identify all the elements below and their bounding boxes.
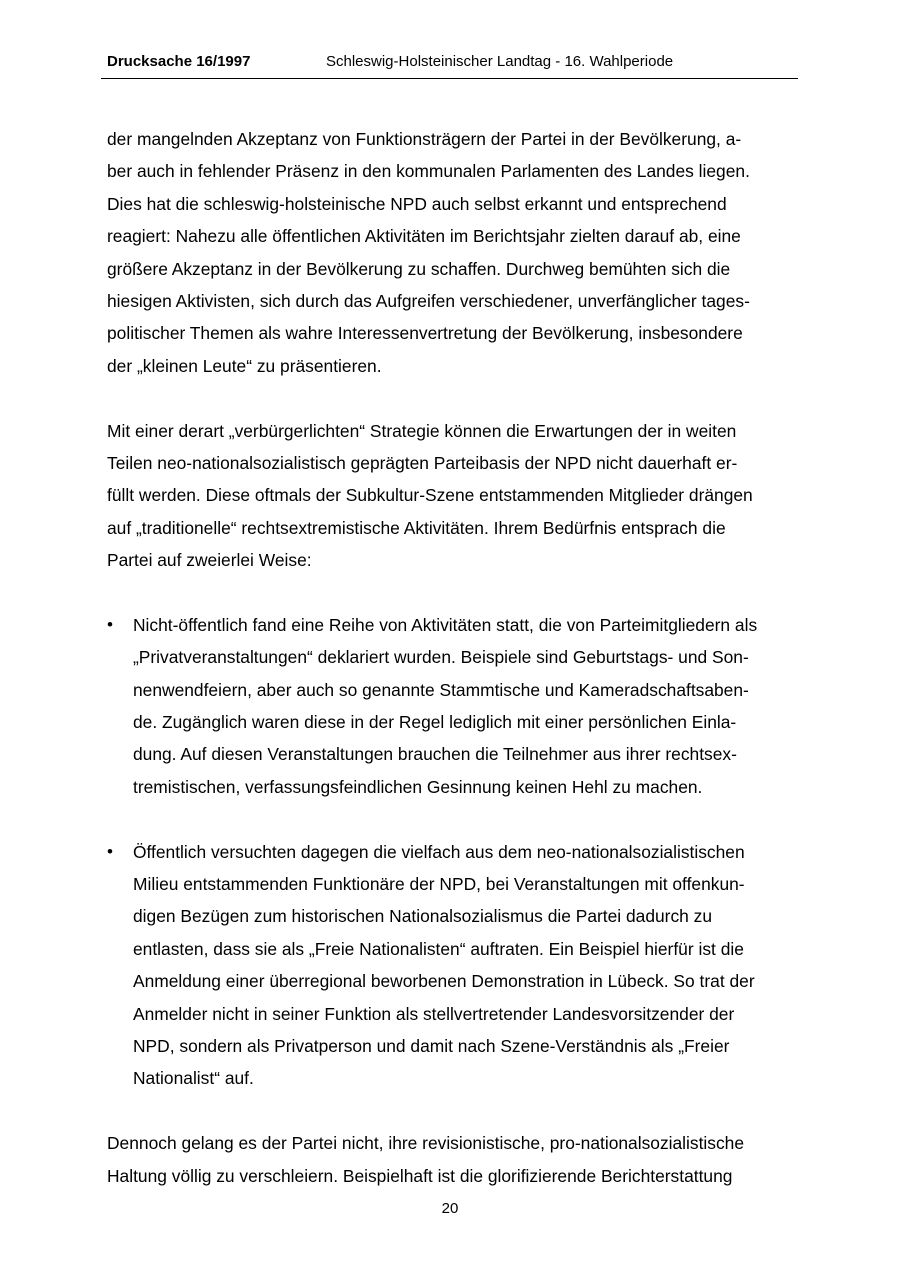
text-line: entlasten, dass sie als „Freie Nationalisten“ auftraten. Ein Beispiel hierfür ist die: [133, 938, 744, 959]
page-number: 20: [441, 1200, 459, 1217]
text-line: Mit einer derart „verbürgerlichten“ Strategie können die Erwartungen der in weiten: [107, 420, 737, 441]
text-line: dung. Auf diesen Veranstaltungen brauchen die Teilnehmer aus ihrer rechtsex-: [133, 744, 737, 765]
text-line: reagiert: Nahezu alle öffentlichen Aktivitäten im Berichtsjahr zielten darauf ab, eine: [107, 226, 741, 247]
paragraph-dennoch: [107, 1127, 797, 1192]
parliament-title: Schleswig-Holsteinischer Landtag - 16. Wahlperiode: [326, 53, 674, 70]
text-line: füllt werden. Diese oftmals der Subkultur-Szene entstammenden Mitglieder drängen: [107, 485, 753, 506]
text-line: „Privatveranstaltungen“ deklariert wurden. Beispiele sind Geburtstags- und Son-: [133, 647, 749, 668]
bullet-item-nicht-oeffentlich: [107, 609, 797, 803]
page-header: [101, 50, 798, 79]
text-line: Nicht-öffentlich fand eine Reihe von Aktivitäten statt, die von Parteimitgliedern als: [133, 614, 758, 635]
text-line: der „kleinen Leute“ zu präsentieren.: [107, 355, 382, 376]
text-line: Teilen neo-nationalsozialistisch geprägten Parteibasis der NPD nicht dauerhaft er-: [107, 452, 738, 473]
bullet-icon: •: [107, 841, 113, 861]
text-line: Dennoch gelang es der Partei nicht, ihre revisionistische, pro-nationalsozialistische: [107, 1133, 745, 1154]
text-line: größere Akzeptanz in der Bevölkerung zu schaffen. Durchweg bemühten sich die: [107, 258, 731, 279]
paragraph-strategie: [107, 415, 797, 577]
text-line: Anmeldung einer überregional beworbenen Demonstration in Lübeck. So trat der: [133, 971, 755, 992]
text-line: Partei auf zweierlei Weise:: [107, 550, 312, 571]
document-number: Drucksache 16/1997: [107, 53, 251, 70]
bullet-item-oeffentlich: [107, 836, 797, 1095]
text-line: Nationalist“ auf.: [133, 1068, 254, 1089]
text-line: NPD, sondern als Privatperson und damit nach Szene-Verständnis als „Freier: [133, 1035, 730, 1056]
text-line: digen Bezügen zum historischen Nationalsozialismus die Partei dadurch zu: [133, 906, 713, 927]
text-line: Öffentlich versuchten dagegen die vielfach aus dem neo-nationalsozialistischen: [133, 841, 745, 862]
text-line: der mangelnden Akzeptanz von Funktionsträgern der Partei in der Bevölkerung, a-: [107, 129, 742, 149]
text-line: Anmelder nicht in seiner Funktion als stellvertretender Landesvorsitzender der: [133, 1003, 735, 1024]
text-line: Milieu entstammenden Funktionäre der NPD, bei Veranstaltungen mit offenkun-: [133, 873, 745, 894]
bullet-icon: •: [107, 614, 113, 634]
paragraph-akzeptanz: [107, 123, 797, 382]
text-line: tremistischen, verfassungsfeindlichen Gesinnung keinen Hehl zu machen.: [133, 776, 703, 797]
text-line: hiesigen Aktivisten, sich durch das Aufgreifen verschiedener, unverfänglicher tages-: [107, 290, 750, 311]
text-line: Dies hat die schleswig-holsteinische NPD auch selbst erkannt und entsprechend: [107, 193, 727, 214]
text-line: auf „traditionelle“ rechtsextremistische Aktivitäten. Ihrem Bedürfnis entsprach die: [107, 517, 726, 538]
page-body: [107, 123, 797, 1224]
text-line: nenwendfeiern, aber auch so genannte Stammtische und Kameradschaftsaben-: [133, 679, 749, 700]
text-line: de. Zugänglich waren diese in der Regel lediglich mit einer persönlichen Einla-: [133, 712, 737, 733]
text-line: ber auch in fehlender Präsenz in den kommunalen Parlamenten des Landes liegen.: [107, 161, 750, 182]
text-line: Haltung völlig zu verschleiern. Beispielhaft ist die glorifizierende Berichterstattung: [107, 1165, 733, 1186]
text-line: politischer Themen als wahre Interessenvertretung der Bevölkerung, insbesondere: [107, 323, 743, 344]
